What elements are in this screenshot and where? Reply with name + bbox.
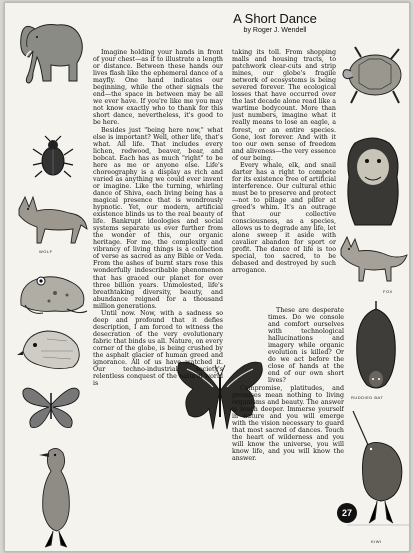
bat-illustration	[345, 301, 407, 393]
wolf-illustration	[11, 189, 91, 247]
beetle-illustration	[31, 135, 75, 181]
elephant-illustration	[15, 11, 91, 91]
article-title: A Short Dance	[233, 11, 317, 26]
paragraph: Compromise, platitudes, and promises mean nothing to living organisms and beauty. The answer is much deeper. Immerse yourself in nature and you will emerge with the vision necessary to guard that most sacred of dances. Touch the heart of wilderness and you will know the universe, you will know life, and you will know the answer.	[232, 384, 344, 462]
article-column-right-lower	[232, 307, 344, 501]
bird-head-illustration	[17, 321, 85, 373]
paragraph: Besides just "being here now," what else is important? Well, other life, that's what. All life. That includes every lichen, redwood, beaver, bear, and bobcat. Each has as much "right" to be here as me or anyone else. Life's choreography is a display as rich and varied as anything we could ever invent or imagine. Like the turning, whirling dance of Shiva, each living being has a magical presence that is wondrously hypnotic. Yet, our modern, artificial existence blinds us to the real beauty of life. Bankrupt ideologies and social systems separate us ever further from the wonder of this, our organic heritage. For me, the complexity and vibrancy of living things is a collection of verse as sacred as any Bible or Veda. From the ashes of burnt stars rose this wonderfully indescribable phenomenon that has graced our planet for over three billion years. Unmolested, life's breathtaking diversity, beauty, and abundance reigned for a thousand million generations.	[93, 126, 223, 310]
fox-illustration	[337, 235, 409, 287]
frog-illustration	[15, 265, 89, 317]
kiwi-caption: KIWI	[371, 539, 382, 544]
butterfly-small-illustration	[19, 375, 83, 435]
article-column-right	[232, 49, 336, 307]
wolf-caption: WOLF	[39, 249, 53, 254]
paragraph: Every whale, elk, and snail darter has a right to compete for its existence free of artificial interference. Our cultural ethic must be to preserve and protect—not to pillage and pilfer at greed's whim. It's an outrage that our collective consciousness, as a species, allows us to degrade any life, let alone sweep it aside with cavalier abandon for sport or profit. The dance of life is too special, too sacred, to be debased and destroyed by such arrogance.	[232, 161, 336, 275]
turtle-illustration	[341, 43, 407, 109]
article-byline: by Roger J. Wendell	[243, 27, 307, 34]
magazine-page	[4, 2, 410, 552]
bird-standing-illustration	[27, 441, 83, 549]
fox-caption: FOX	[383, 289, 393, 294]
paragraph: Until now. Now, with a sadness so deep and profound that it defies description, I am forced to witness the desecration of the very evolutionary fabric that binds us all. Nature, on every corner of the globe, is being crushed by the asphalt glacier of human greed and ignorance. All of us have watched it. Our techno-industrial society's relentless conquest of the natural world is	[93, 309, 223, 388]
paragraph: These are desperate times. Do we console and comfort ourselves with technological hallucinations and imagery while organic evolution is killed? Or do we act before the close of hands at the end of our own short lives?	[268, 307, 344, 385]
article-column-left	[93, 49, 223, 505]
chimpanzee-illustration	[341, 133, 405, 229]
page-number-badge: 27	[337, 503, 357, 523]
paragraph: taking its toll. From shopping malls and housing tracts, to patchwork clear-cuts and strip mines, our globe's fragile network of ecosystems is being severed forever. The ecological losses that have occurred over the last decade alone read like a wartime bodycount. More than just numbers, imagine what it really means to lose an eagle, a forest, or an entire species. Gone, lost forever. And with it too our own sense of freedom and aliveness—the very essence of our being.	[232, 49, 336, 162]
bat-caption: RUDDIED BAT	[351, 395, 384, 400]
paragraph: Imagine holding your hands in front of your chest—as if to illustrate a length or distance. Between these hands our lives flash like the ephemeral dance of a mayfly. One hand indicates our beginning, while the other signals the end—the space in between may be all we ever have. If you're like me you may not know exactly who to thank for this short dance, nevertheless, it's good to be here.	[93, 49, 223, 127]
